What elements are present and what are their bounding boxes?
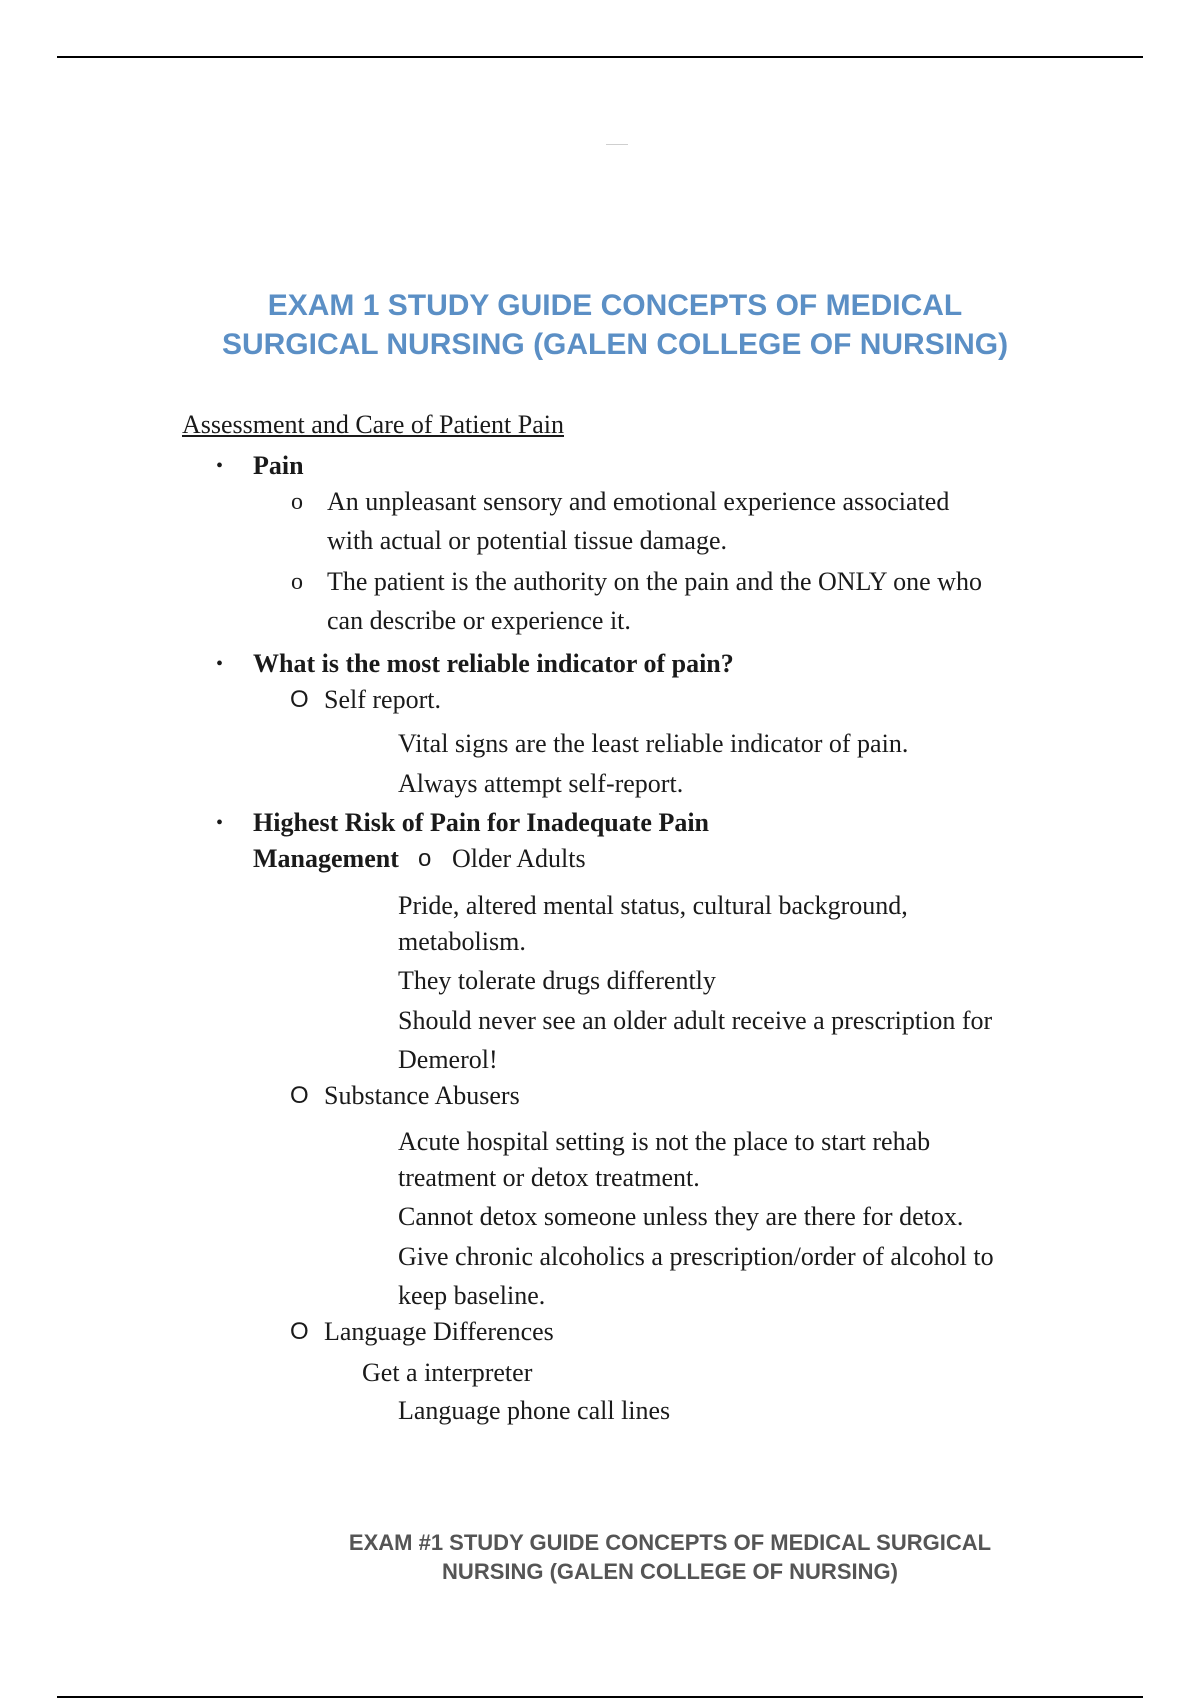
document-title [150, 286, 1080, 364]
reliable-heading: What is the most reliable indicator of pain? [253, 649, 734, 678]
bullet-icon: • [216, 455, 224, 477]
title-line-2: SURGICAL NURSING (GALEN COLLEGE OF NURSING) [221, 328, 1009, 361]
language-differences: Language Differences [324, 1317, 554, 1346]
bullet-icon: • [216, 812, 224, 834]
footer-line-2: NURSING (GALEN COLLEGE OF NURSING) [442, 1559, 898, 1584]
pain-definition-line-1: An unpleasant sensory and emotional experience associated [327, 487, 950, 516]
pain-heading: Pain [253, 451, 304, 480]
demerol-line-2: Demerol! [398, 1045, 498, 1074]
tolerate-note: They tolerate drugs differently [398, 966, 716, 995]
older-adults: Older Adults [452, 844, 586, 873]
always-note: Always attempt self-report. [398, 769, 684, 798]
acute-line-2: treatment or detox treatment. [398, 1163, 700, 1192]
demerol-line-1: Should never see an older adult receive a prescription for [398, 1006, 993, 1035]
cannot-detox-note: Cannot detox someone unless they are there for detox. [398, 1202, 964, 1231]
sub-o-icon: o [418, 845, 432, 872]
pain-authority-line-1: The patient is the authority on the pain and the ONLY one who [327, 567, 982, 596]
sub-O-icon: O [290, 1318, 309, 1345]
alcohol-line-1: Give chronic alcoholics a prescription/order of alcohol to [398, 1242, 994, 1271]
interpreter-note: Get a interpreter [362, 1358, 533, 1387]
pain-authority-line-2: can describe or experience it. [327, 606, 631, 635]
self-report: Self report. [324, 685, 441, 714]
page-footer [290, 1528, 1050, 1586]
section-heading: Assessment and Care of Patient Pain [182, 410, 564, 439]
sub-o-icon: o [291, 489, 303, 515]
sub-O-icon: O [290, 1082, 309, 1109]
pain-definition-line-2: with actual or potential tissue damage. [327, 526, 727, 555]
sub-o-icon: o [291, 569, 303, 595]
risk-heading-line-1: Highest Risk of Pain for Inadequate Pain [253, 808, 710, 837]
bullet-icon: • [216, 653, 224, 675]
acute-line-1: Acute hospital setting is not the place to start rehab [398, 1127, 931, 1156]
vital-signs-note: Vital signs are the least reliable indicator of pain. [398, 729, 909, 758]
header-dash [606, 144, 628, 145]
bottom-rule [57, 1696, 1143, 1698]
pride-line-1: Pride, altered mental status, cultural background, [398, 891, 908, 920]
pride-line-2: metabolism. [398, 927, 526, 956]
title-line-1: EXAM 1 STUDY GUIDE CONCEPTS OF MEDICAL [267, 289, 963, 322]
substance-abusers: Substance Abusers [324, 1081, 520, 1110]
alcohol-line-2: keep baseline. [398, 1281, 546, 1310]
sub-O-icon: O [290, 686, 309, 713]
footer-line-1: EXAM #1 STUDY GUIDE CONCEPTS OF MEDICAL SURGICAL [348, 1530, 992, 1555]
risk-heading-line-2: Management [253, 844, 399, 873]
top-rule [57, 56, 1143, 58]
phone-lines-note: Language phone call lines [398, 1396, 671, 1425]
